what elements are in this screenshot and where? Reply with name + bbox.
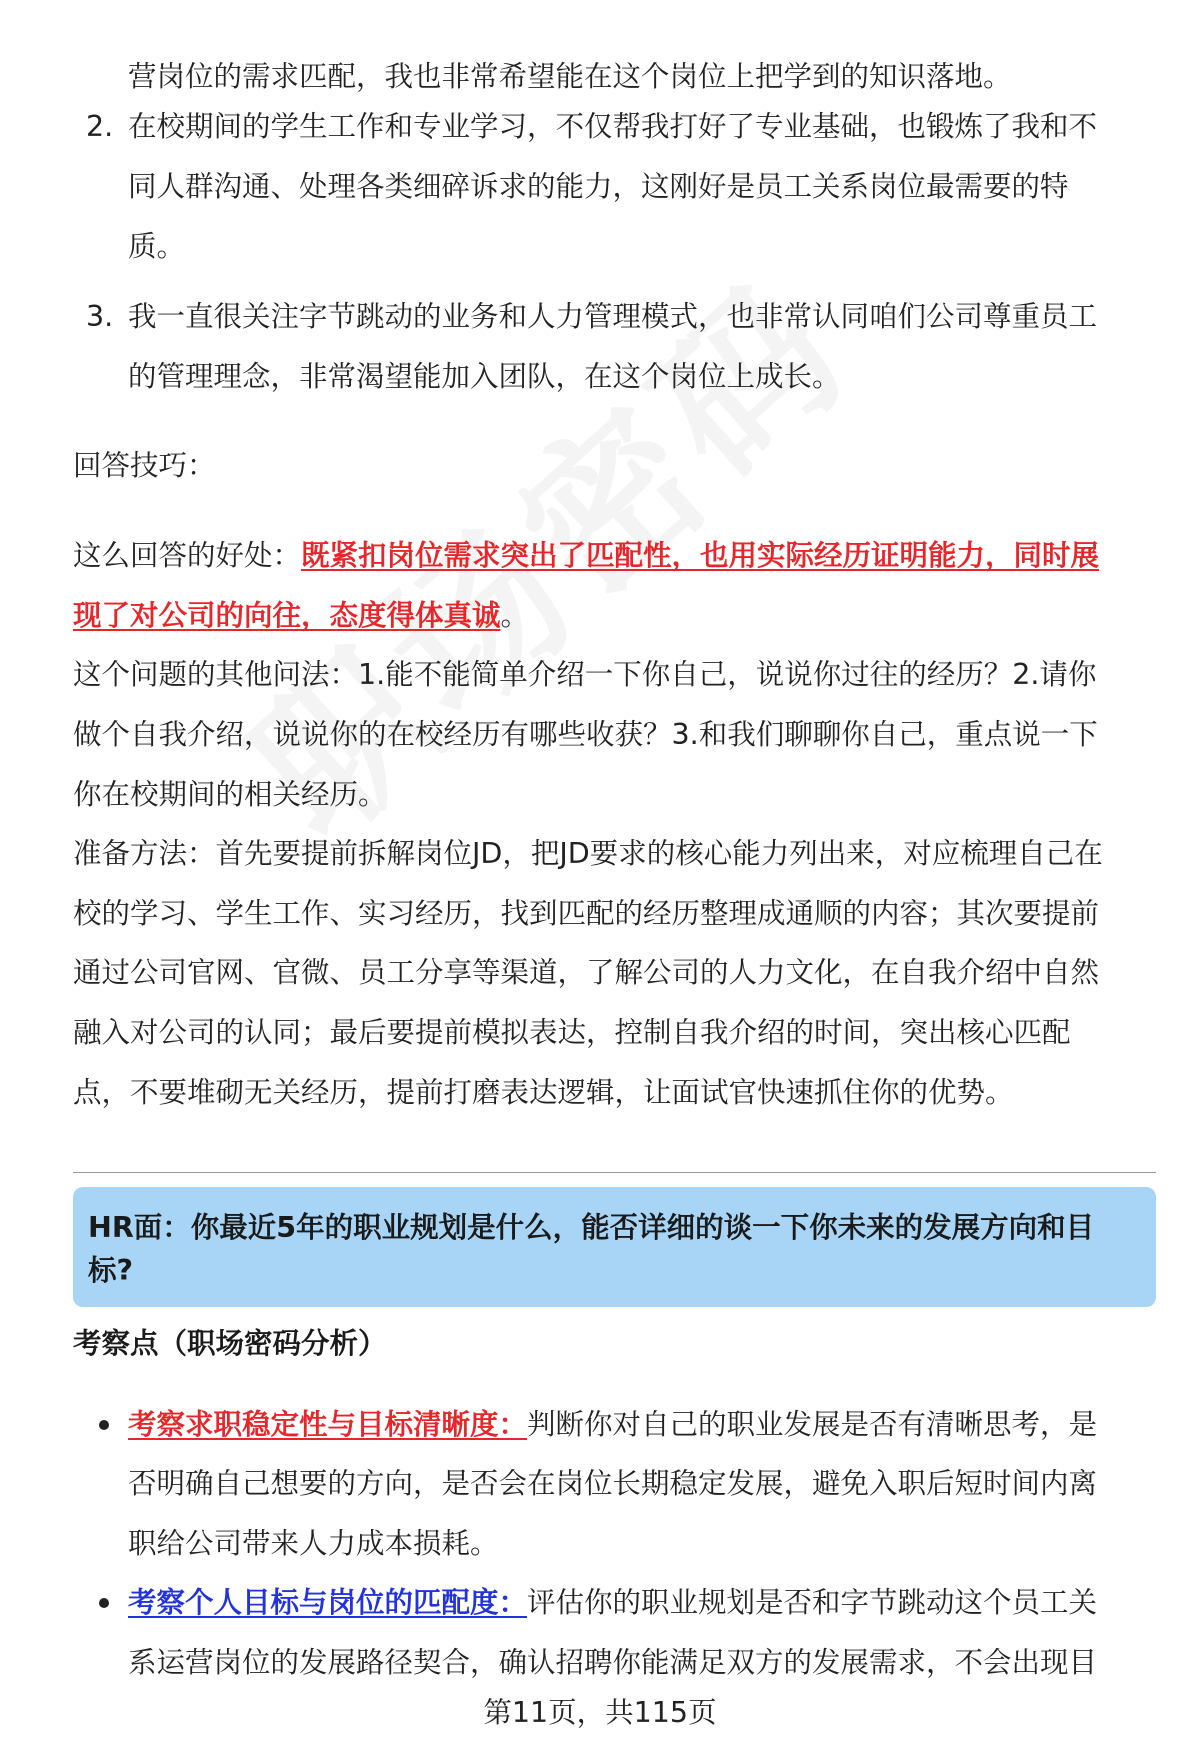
exam-point-1-label: 考察求职稳定性与目标清晰度： — [128, 1408, 528, 1441]
exam-point-2-label: 考察个人目标与岗位的匹配度： — [128, 1586, 528, 1619]
list-number-2: 2. — [86, 110, 114, 143]
prep-line-1: 准备方法：首先要提前拆解岗位JD，把JD要求的核心能力列出来，对应梳理自己在 — [73, 837, 1103, 870]
exam-heading: 考察点（职场密码分析） — [73, 1327, 387, 1360]
list-number-3: 3. — [86, 300, 114, 333]
other-asks-line-1: 这个问题的其他问法：1.能不能简单介绍一下你自己，说说你过往的经历？2.请你 — [73, 658, 1097, 691]
list-item-1-tail: 营岗位的需求匹配，我也非常希望能在这个岗位上把学到的知识落地。 — [128, 60, 1012, 93]
watermark — [190, 125, 993, 883]
list-item-2-line-1: 在校期间的学生工作和专业学习，不仅帮我打好了专业基础，也锻炼了我和不 — [128, 110, 1098, 143]
prep-line-2: 校的学习、学生工作、实习经历，找到匹配的经历整理成通顺的内容；其次要提前 — [73, 897, 1100, 930]
prep-line-4: 融入对公司的认同；最后要提前模拟表达，控制自我介绍的时间，突出核心匹配 — [73, 1016, 1071, 1049]
exam-point-1-text: 判断你对自己的职业发展是否有清晰思考，是 — [527, 1408, 1098, 1441]
benefit-highlight-1: 既紧扣岗位需求突出了匹配性，也用实际经历证明能力，同时展 — [301, 539, 1100, 572]
exam-point-1-line-3: 职给公司带来人力成本损耗。 — [128, 1527, 499, 1560]
list-item-2-line-2: 同人群沟通、处理各类细碎诉求的能力，这刚好是员工关系岗位最需要的特 — [128, 170, 1069, 203]
exam-point-2-text: 评估你的职业规划是否和字节跳动这个员工关 — [527, 1586, 1098, 1619]
list-item-2-line-3: 质。 — [128, 230, 186, 263]
prep-line-5: 点，不要堆砌无关经历，提前打磨表达逻辑，让面试官快速抓住你的优势。 — [73, 1076, 1014, 1109]
benefit-line-2 — [73, 596, 529, 636]
exam-point-1-line-1 — [128, 1405, 1097, 1445]
section-divider — [73, 1172, 1156, 1173]
tips-label: 回答技巧： — [73, 449, 216, 482]
bullet-dot — [99, 1598, 109, 1608]
page-footer: 第11页，共115页 — [483, 1696, 717, 1729]
bullet-dot — [99, 1420, 109, 1430]
question-line-1: HR面：你最近5年的职业规划是什么，能否详细的谈一下你未来的发展方向和目 — [88, 1211, 1095, 1244]
benefit-suffix: 。 — [500, 599, 530, 632]
other-asks-line-2: 做个自我介绍，说说你的在校经历有哪些收获？3.和我们聊聊你自己，重点说一下 — [73, 718, 1098, 751]
prep-line-3: 通过公司官网、官微、员工分享等渠道，了解公司的人力文化，在自我介绍中自然 — [73, 956, 1100, 989]
exam-point-2-line-1 — [128, 1583, 1097, 1623]
question-line-2: 标? — [88, 1254, 134, 1287]
benefit-prefix: 这么回答的好处： — [73, 539, 302, 572]
exam-point-1-line-2: 否明确自己想要的方向，是否会在岗位长期稳定发展，避免入职后短时间内离 — [128, 1467, 1098, 1500]
list-item-3-line-1: 我一直很关注字节跳动的业务和人力管理模式，也非常认同咱们公司尊重员工 — [128, 300, 1098, 333]
other-asks-line-3: 你在校期间的相关经历。 — [73, 778, 387, 811]
benefit-highlight-2: 现了对公司的向往，态度得体真诚 — [73, 599, 501, 632]
list-item-3-line-2: 的管理理念，非常渴望能加入团队，在这个岗位上成长。 — [128, 360, 841, 393]
benefit-line-1 — [73, 536, 1099, 576]
exam-point-2-line-2: 系运营岗位的发展路径契合，确认招聘你能满足双方的发展需求，不会出现目 — [128, 1646, 1098, 1679]
